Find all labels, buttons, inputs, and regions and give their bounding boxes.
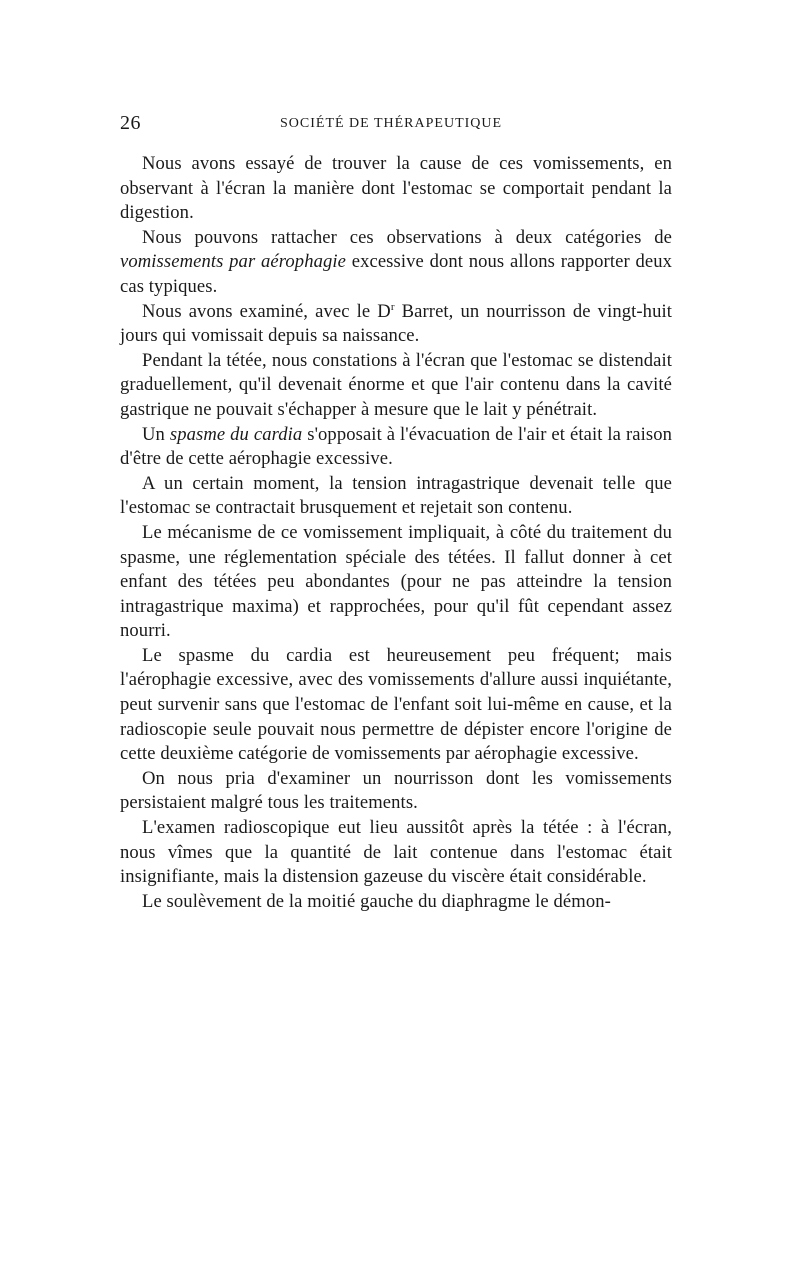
paragraph-2-italic: vomissements par aérophagie xyxy=(120,251,346,273)
paragraph-11: Le soulèvement de la moitié gauche du diaphragme le démon- xyxy=(142,890,611,912)
paragraph-5-start: Un xyxy=(142,423,170,445)
body-text xyxy=(120,152,672,914)
paragraph-5-italic: spasme du cardia xyxy=(169,423,303,445)
book-page xyxy=(120,112,672,914)
paragraph-7: Le mécanisme de ce vomissement impliquait, à côté du traitement du spasme, une réglementation spéciale des tétées. Il fallut donner à cet enfant des tétées peu abondantes (pour ne pas atteindre la tension intragastrique maxima) et rapprochées, pour qu'il fût cependant assez nourri. xyxy=(120,521,672,642)
paragraph-5-end: s'opposait à l'évacuation de l'air et était la raison d'être de cette aérophagie excessive. xyxy=(120,423,672,470)
paragraph-3 xyxy=(120,300,672,349)
page-number: 26 xyxy=(120,112,141,134)
paragraph-6: A un certain moment, la tension intragastrique devenait telle que l'estomac se contractait brusquement et rejetait son contenu. xyxy=(120,472,672,519)
running-header xyxy=(120,112,672,142)
paragraph-2-start: Nous pouvons rattacher ces observations à deux catégories de xyxy=(142,226,672,248)
paragraph-4: Pendant la tétée, nous constations à l'écran que l'estomac se distendait graduellement, qu'il devenait énorme et que l'air contenu dans la cavité gastrique ne pouvait s'échapper à mesure que le lait y pénétrait. xyxy=(120,349,672,420)
paragraph-3-end: Barret, un nourrisson de vingt-huit jours qui vomissait depuis sa naissance. xyxy=(120,300,673,347)
running-title: SOCIÉTÉ DE THÉRAPEUTIQUE xyxy=(280,116,503,131)
paragraph-1: Nous avons essayé de trouver la cause de ces vomissements, en observant à l'écran la manière dont l'estomac se comportait pendant la digestion. xyxy=(120,153,672,224)
paragraph-3-start: Nous avons examiné, avec le D xyxy=(142,300,391,322)
doctor-superscript: r xyxy=(390,300,395,313)
paragraph-2-end: excessive dont nous allons rapporter deux cas typiques. xyxy=(120,251,672,297)
paragraph-10: L'examen radioscopique eut lieu aussitôt après la tétée : à l'écran, nous vîmes que la quantité de lait contenue dans l'estomac était insignifiante, mais la distension gazeuse du viscère était considérable. xyxy=(120,817,672,888)
paragraph-8: Le spasme du cardia est heureusement peu fréquent; mais l'aérophagie excessive, avec des vomissements d'allure aussi inquiétante, peut survenir sans que l'estomac de l'enfant soit lui-même en cause, et la radioscopie seule pouvait nous permettre de dépister encore l'origine de cette deuxième catégorie de vomissements par aérophagie excessive. xyxy=(120,644,672,765)
paragraph-5 xyxy=(120,423,672,472)
paragraph-2 xyxy=(120,226,672,300)
paragraph-9: On nous pria d'examiner un nourrisson dont les vomissements persistaient malgré tous les traitements. xyxy=(120,767,672,814)
